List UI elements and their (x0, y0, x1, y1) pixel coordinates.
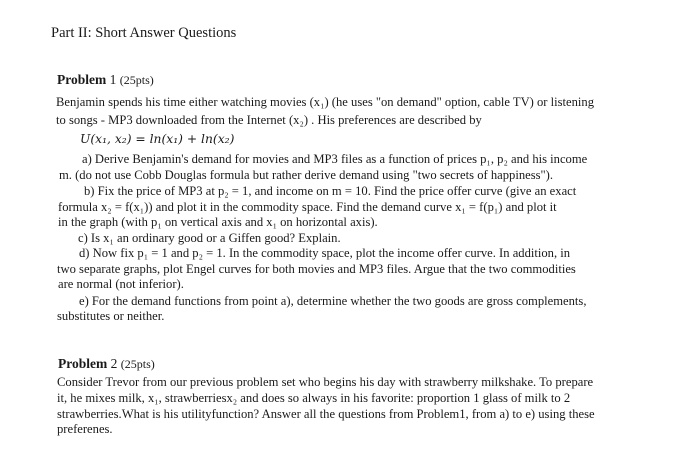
problem-1-points: (25pts) (119, 73, 154, 87)
problem-1-line: Benjamin spends his time either watching movies (x₁) (he uses "on demand" option, cable TV) or listening (56, 95, 595, 109)
utility-function: U(x₁, x₂) = ln(x₁) + ln(x₂) (80, 132, 235, 146)
problem-1-line: m. (do not use Cobb Douglas formula but rather derive demand using "two secrets of happiness"). (59, 168, 553, 182)
problem-1-line: to songs - MP3 downloaded from the Internet (x₂) . His preferences are described by (56, 113, 482, 127)
problem-1-label: Problem (57, 72, 107, 87)
problem-1-line: formula x₂ = f(x₁)) and plot it in the commodity space. Find the demand curve x₁ = f(p₁) and plot it (58, 200, 557, 214)
problem-2-number: 2 (110, 356, 118, 371)
part-title: Part II: Short Answer Questions (51, 25, 237, 41)
problem-1-part-d: d) Now fix p₁ = 1 and p₂ = 1. In the commodity space, plot the income offer curve. In addition, in (79, 246, 571, 260)
problem-1-part-c: c) Is x₁ an ordinary good or a Giffen good? Explain. (78, 231, 341, 245)
problem-1-line: are normal (not inferior). (58, 277, 184, 291)
problem-1-number: 1 (109, 72, 117, 87)
problem-1-line: in the graph (with p₁ on vertical axis and x₁ on horizontal axis). (58, 215, 378, 229)
problem-1-heading (57, 71, 154, 89)
problem-2-line: strawberries.What is his utilityfunction? Answer all the questions from Problem1, from a) to e) using these (57, 407, 595, 421)
problem-2-points: (25pts) (120, 357, 155, 371)
problem-1-part-b: b) Fix the price of MP3 at p₂ = 1, and income on m = 10. Find the price offer curve (give an exact (84, 184, 577, 198)
problem-1-line: substitutes or neither. (57, 309, 165, 323)
problem-2-heading (58, 355, 155, 373)
problem-2-line: Consider Trevor from our previous problem set who begins his day with strawberry milkshake. To prepare (57, 375, 594, 389)
problem-2-label: Problem (58, 356, 108, 371)
problem-1-part-a: a) Derive Benjamin's demand for movies and MP3 files as a function of prices p₁, p₂ and his income (82, 152, 588, 166)
problem-1-part-e: e) For the demand functions from point a), determine whether the two goods are gross complements, (79, 294, 587, 308)
problem-2-line: preferenes. (57, 422, 113, 436)
problem-2-line: it, he mixes milk, x₁, strawberriesx₂ and does so always in his favorite: proportion 1 glass of milk to 2 (57, 391, 571, 405)
problem-1-line: two separate graphs, plot Engel curves for both movies and MP3 files. Argue that the two commodities (57, 262, 576, 276)
